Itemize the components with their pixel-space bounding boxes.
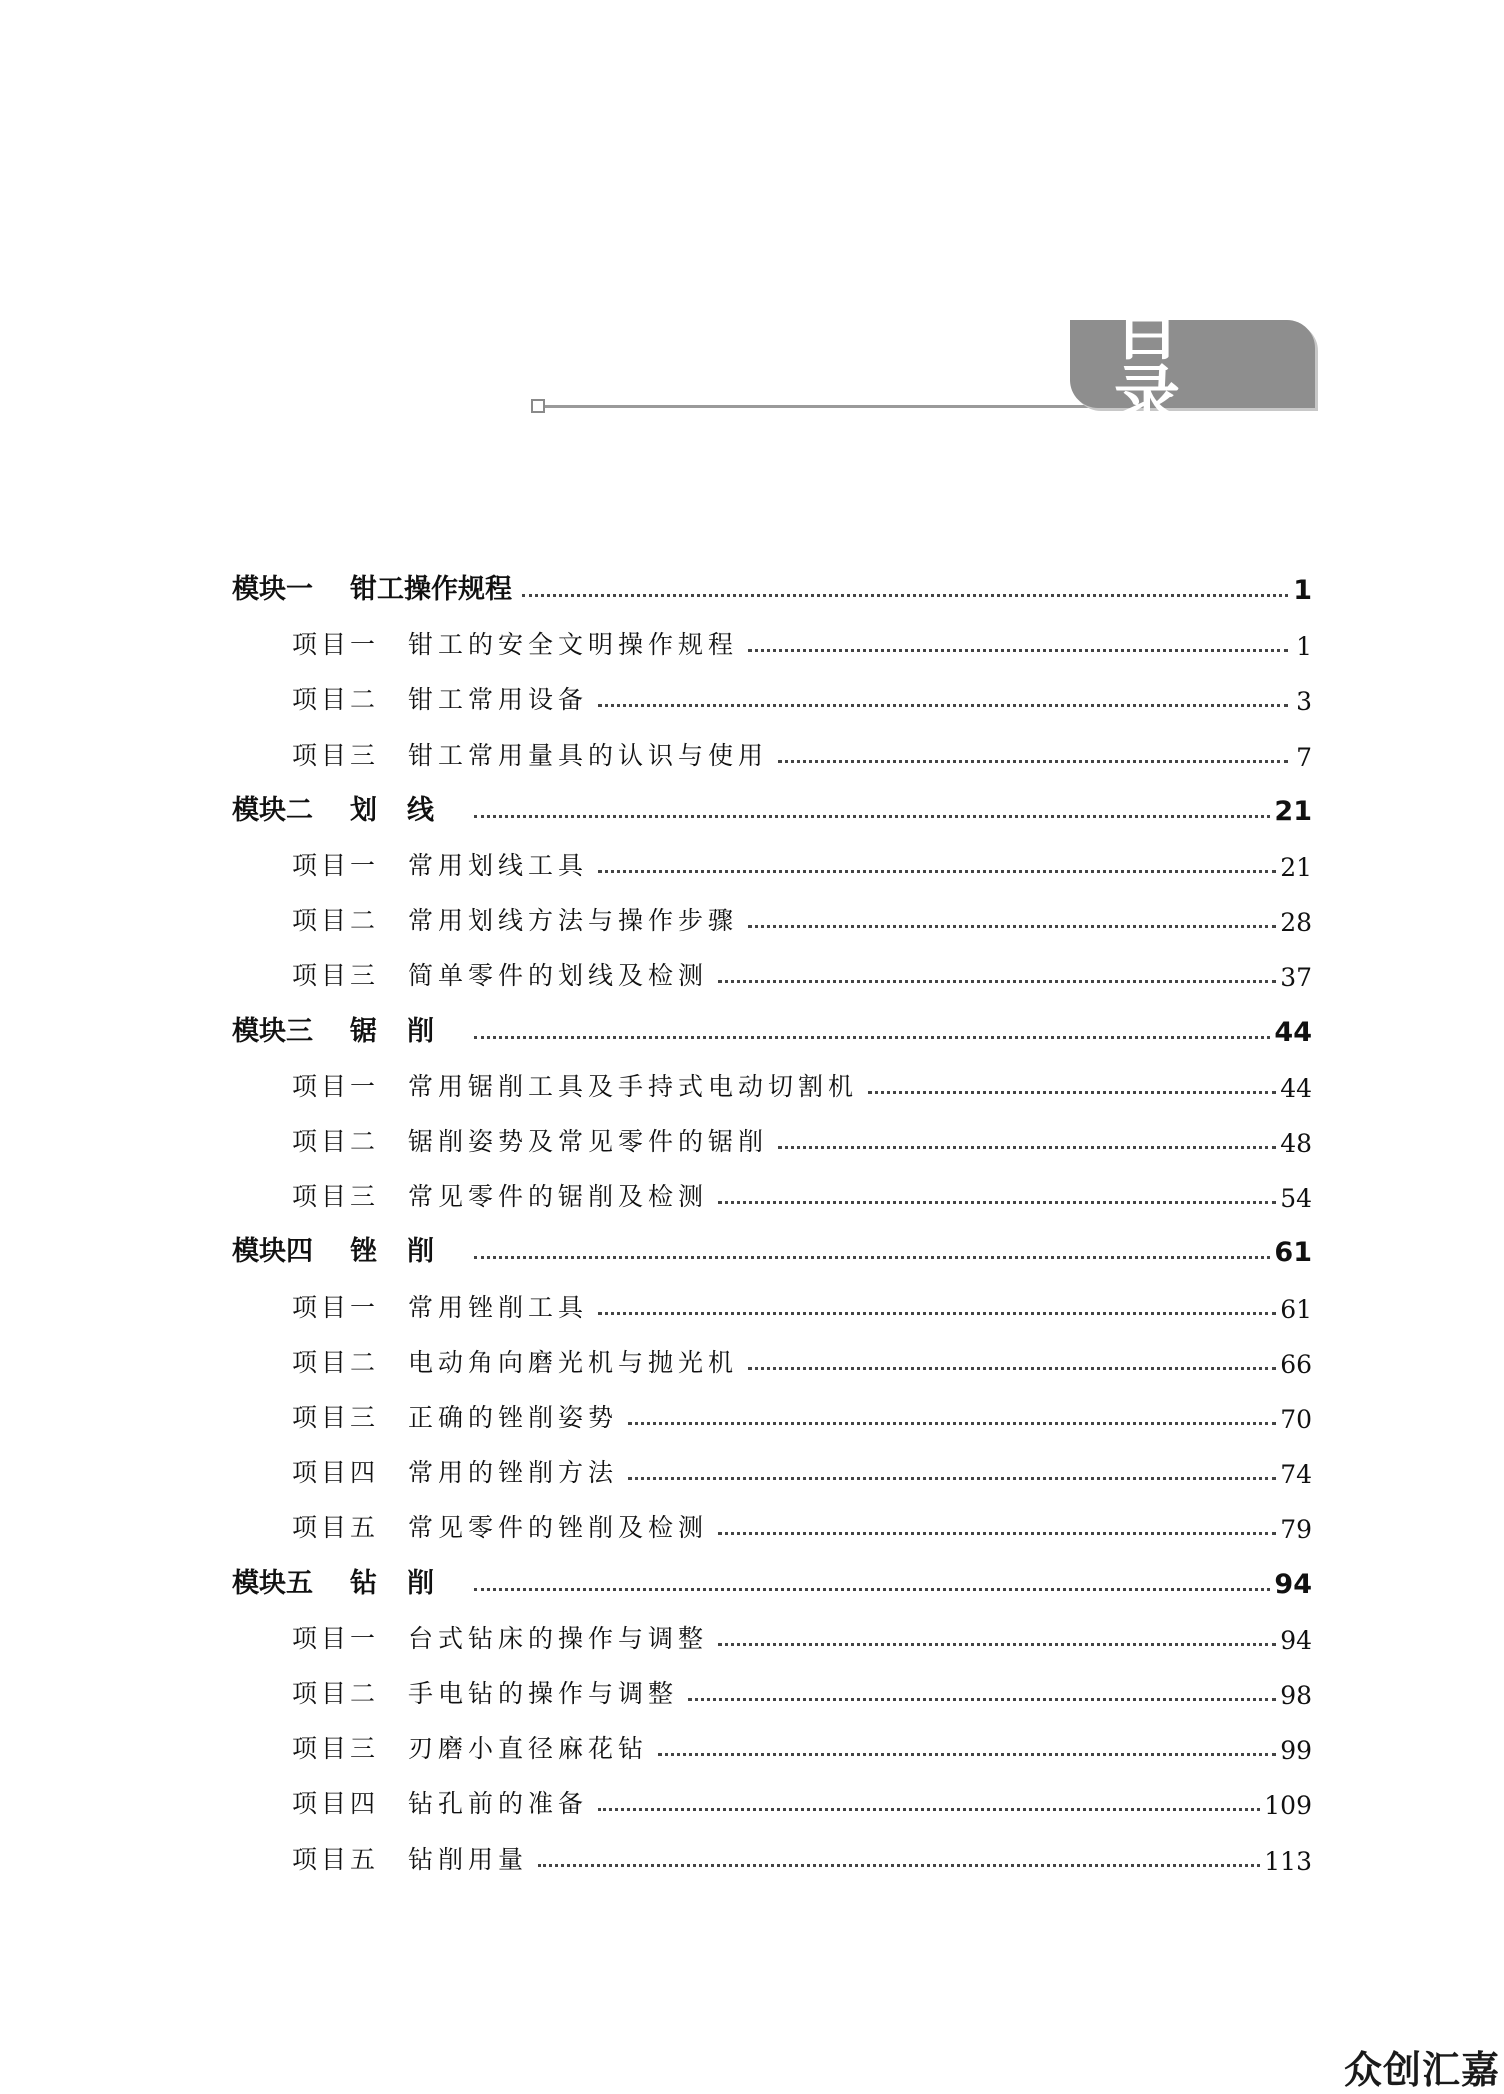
toc-entry-number: 项目三 — [292, 1182, 380, 1212]
toc-entry-number: 项目三 — [292, 1734, 380, 1764]
toc-dot-leader — [598, 1808, 1260, 1811]
toc-dot-leader — [598, 704, 1288, 707]
toc-project-row — [292, 1830, 1312, 1876]
toc-entry-title: 手电钻的操作与调整 — [408, 1679, 679, 1708]
toc-page-number: 21 — [1280, 853, 1312, 882]
toc-project-row — [292, 836, 1312, 882]
toc-module-row — [232, 1554, 1312, 1600]
toc-dot-leader — [538, 1864, 1260, 1867]
toc-dot-leader — [748, 649, 1288, 652]
toc-project-row — [292, 891, 1312, 937]
toc-project-row — [292, 1057, 1312, 1103]
toc-page-number: 28 — [1280, 908, 1312, 938]
toc-project-row — [292, 946, 1312, 992]
toc-dot-leader — [598, 870, 1276, 873]
toc-page-number: 70 — [1280, 1405, 1312, 1434]
toc-dot-leader — [474, 1588, 1270, 1591]
toc-entry-number: 项目一 — [292, 630, 380, 660]
toc-entry-title: 常见零件的锉削及检测 — [408, 1513, 709, 1543]
toc-dot-leader — [748, 1367, 1276, 1370]
toc-entry-number: 项目五 — [292, 1844, 380, 1874]
toc-dot-leader — [748, 925, 1276, 928]
toc-entry-title: 锯削 — [350, 1015, 464, 1047]
toc-dot-leader — [718, 1532, 1276, 1535]
toc-entry-number: 项目四 — [292, 1458, 380, 1488]
toc-entry-title: 刃磨小直径麻花钻 — [408, 1734, 649, 1764]
toc-dot-leader — [718, 1643, 1276, 1646]
toc-page-number: 113 — [1264, 1846, 1312, 1876]
toc-project-row — [292, 1719, 1312, 1765]
toc-entry-title: 钻孔前的准备 — [408, 1789, 589, 1819]
toc-page-number: 7 — [1296, 742, 1312, 772]
toc-entry-title: 钳工常用设备 — [408, 685, 589, 715]
toc-module-row — [232, 1222, 1312, 1268]
toc-page-number: 3 — [1296, 687, 1312, 717]
toc-entry-title: 正确的锉削姿势 — [408, 1403, 619, 1432]
toc-page-number: 1 — [1296, 632, 1312, 662]
toc-project-row — [292, 1388, 1312, 1434]
toc-entry-number: 模块一 — [232, 574, 313, 605]
toc-page-number: 94 — [1274, 1568, 1312, 1600]
toc-dot-leader — [688, 1698, 1276, 1701]
toc-page-number: 1 — [1293, 575, 1312, 606]
toc-dot-leader — [718, 980, 1276, 983]
toc-entry-title: 钳工操作规程 — [350, 574, 512, 605]
toc-page-number: 37 — [1280, 963, 1312, 993]
toc-entry-title: 电动角向磨光机与抛光机 — [408, 1347, 739, 1377]
toc-entry-number: 模块二 — [232, 794, 313, 826]
toc-entry-number: 项目三 — [292, 740, 380, 770]
toc-module-row — [232, 781, 1312, 827]
toc-entry-number: 项目四 — [292, 1789, 380, 1819]
toc-page-number: 61 — [1274, 1237, 1312, 1269]
toc-entry-title: 钻削 — [350, 1567, 464, 1599]
toc-entry-number: 项目一 — [292, 851, 380, 880]
toc-dot-leader — [658, 1753, 1276, 1756]
toc-project-row — [292, 1774, 1312, 1820]
toc-entry-title: 钳工的安全文明操作规程 — [408, 630, 739, 660]
toc-entry-title: 台式钻床的操作与调整 — [408, 1623, 709, 1653]
toc-dot-leader — [598, 1312, 1276, 1315]
toc-page-number: 21 — [1274, 795, 1312, 827]
toc-entry-number: 项目二 — [292, 685, 380, 715]
toc-entry-number: 项目二 — [292, 906, 380, 936]
toc-entry-number: 项目五 — [292, 1513, 380, 1543]
toc-project-row — [292, 1112, 1312, 1158]
toc-page-number: 48 — [1280, 1129, 1312, 1158]
title-box — [1070, 292, 1315, 435]
toc-project-row — [292, 1167, 1312, 1213]
toc-page-number: 54 — [1280, 1184, 1312, 1214]
toc-page-number: 79 — [1280, 1515, 1312, 1545]
toc-dot-leader — [868, 1091, 1276, 1094]
toc-page-number: 74 — [1280, 1460, 1312, 1490]
watermark-logo: 众创汇嘉 — [1343, 2048, 1500, 2092]
toc-project-row — [292, 1664, 1312, 1710]
toc-entry-title: 常用划线方法与操作步骤 — [408, 906, 739, 936]
toc-dot-leader — [474, 1036, 1270, 1039]
toc-dot-leader — [778, 760, 1288, 763]
toc-project-row — [292, 615, 1312, 661]
toc-entry-title: 常见零件的锯削及检测 — [408, 1182, 709, 1212]
toc-page-number: 44 — [1274, 1016, 1312, 1048]
toc-entry-number: 项目一 — [292, 1292, 380, 1322]
page-title: 目 录 — [1114, 292, 1224, 435]
toc-entry-number: 模块五 — [232, 1567, 313, 1599]
toc-entry-title: 钻削用量 — [408, 1844, 529, 1874]
toc-dot-leader — [522, 594, 1288, 597]
toc-entry-title: 钳工常用量具的认识与使用 — [408, 740, 769, 770]
toc-project-row — [292, 1609, 1312, 1655]
toc-entry-number: 项目三 — [292, 1403, 380, 1432]
toc-entry-number: 项目二 — [292, 1127, 380, 1156]
toc-page-number: 61 — [1280, 1294, 1312, 1324]
toc-module-row — [232, 560, 1312, 606]
toc-page-number: 99 — [1280, 1736, 1312, 1766]
toc-entry-title: 锉削 — [350, 1236, 464, 1268]
toc-entry-title: 常用锯削工具及手持式电动切割机 — [408, 1071, 859, 1101]
toc-project-row — [292, 726, 1312, 772]
toc-entry-number: 模块三 — [232, 1015, 313, 1047]
toc-project-row — [292, 670, 1312, 716]
toc-entry-title: 划线 — [350, 794, 464, 826]
toc-project-row — [292, 1443, 1312, 1489]
toc-dot-leader — [474, 1256, 1270, 1259]
toc-project-row — [292, 1333, 1312, 1379]
toc-page-number: 94 — [1280, 1625, 1312, 1655]
toc-entry-title: 简单零件的划线及检测 — [408, 961, 709, 991]
toc-dot-leader — [778, 1146, 1276, 1149]
toc-entry-number: 项目一 — [292, 1623, 380, 1653]
header-rule-square — [531, 399, 545, 413]
toc-dot-leader — [628, 1477, 1276, 1480]
toc-entry-number: 模块四 — [232, 1236, 313, 1268]
toc-entry-number: 项目二 — [292, 1347, 380, 1377]
header-rule — [538, 405, 1098, 408]
toc-project-row — [292, 1278, 1312, 1324]
toc-project-row — [292, 1498, 1312, 1544]
toc-entry-title: 常用的锉削方法 — [408, 1458, 619, 1488]
toc-entry-number: 项目二 — [292, 1679, 380, 1708]
toc-page-number: 66 — [1280, 1349, 1312, 1379]
toc-page-number: 44 — [1280, 1073, 1312, 1103]
toc-entry-number: 项目一 — [292, 1071, 380, 1101]
toc-page-number: 98 — [1280, 1681, 1312, 1710]
toc-dot-leader — [628, 1422, 1276, 1425]
toc-module-row — [232, 1002, 1312, 1048]
toc-entry-title: 常用划线工具 — [408, 851, 589, 880]
toc-entry-title: 常用锉削工具 — [408, 1292, 589, 1322]
toc-page-number: 109 — [1264, 1791, 1312, 1821]
toc-entry-title: 锯削姿势及常见零件的锯削 — [408, 1127, 769, 1156]
toc-dot-leader — [718, 1201, 1276, 1204]
toc-dot-leader — [474, 815, 1270, 818]
toc-entry-number: 项目三 — [292, 961, 380, 991]
